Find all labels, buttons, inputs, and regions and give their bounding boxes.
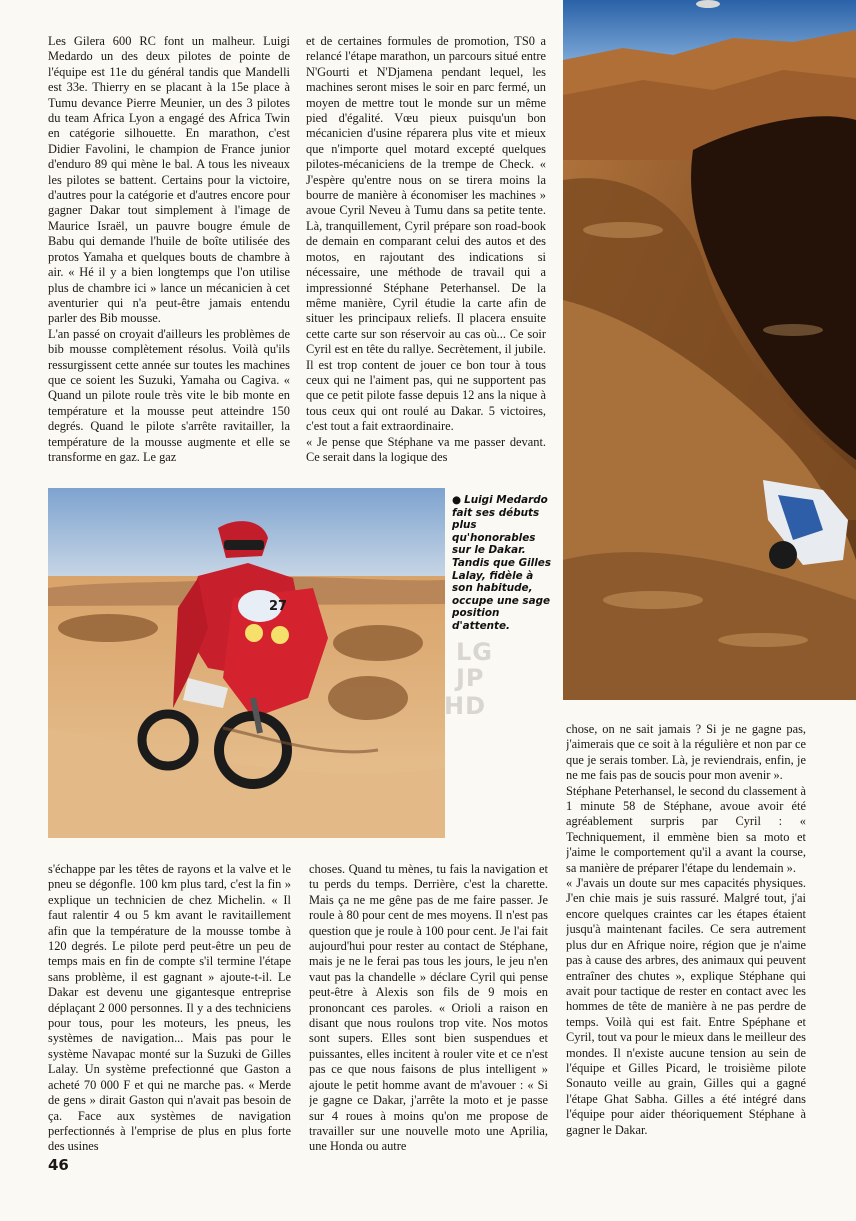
article-column-5 bbox=[566, 722, 806, 1162]
desert-landscape-illustration bbox=[563, 0, 856, 700]
plane-shape bbox=[696, 0, 720, 8]
paragraph: s'échappe par les têtes de rayons et la valve et le pneu se dégonfle. 100 km plus tard, c'est la fin » explique un technicien de chez Michelin. « Il faut ralentir 4 ou 5 km avant le ravitaillement afin que la température de la mousse tombe à 120 degrés. Le pilote perd peut-être un peu de temps mais en fin de compte s'il termine l'étape sans problème, il est gagnant » ajoute-t-il. Le Dakar est devenu une gigantesque entreprise déplaçant 2 000 personnes. Il y a des techniciens pour tous, pour les moteurs, les pneus, les systèmes de navigation... Mais pas pour le système Navapac monté sur la Suzuki de Gilles Lalay. Un système prefectionné que Gaston a acheté 70 000 F et qui ne marche pas. « Merde de gens » dirait Gaston qui n'avait pas besoin de ça. Face aux systèmes de navigation perfectionnés à l'emprise de plus en plus forte des usines bbox=[48, 862, 291, 1154]
paragraph: chose, on ne sait jamais ? Si je ne gagne pas, j'aimerais que ce soit à la régulière et non par ce que je serais tomber. Là, je reviendrais, enfin, je ne me fais pas de soucis pour mon avenir ». bbox=[566, 722, 806, 783]
paragraph: « J'avais un doute sur mes capacités physiques. J'en chie mais je suis rassuré. Malgré tout, j'ai encore quelques craintes car les étapes étaient jusqu'à maintenant faciles. Ce sera autrement plus dur en Afrique noire, région que je n'aime pas à cause des arbres, des animaux qui peuvent entraîner des chutes », explique Stéphane qui avait pour tactique de rester en contact avec les hommes de tête de manière à ne pas perdre de temps. Voilà qui est fait. Entre Spéphane et Cyril, tout va pour le mieux dans le meilleur des mondes. Il n'existe aucune tension au sein de l'équipe et Gilles Picard, le troisième pilote Sonauto veille au grain, Gilles qui a gagné l'étape Ghat Sabha. Gilles a été intégré dans l'équipe pour aider théoriquement Stéphane à gagner le Dakar. bbox=[566, 876, 806, 1137]
watermark-line-2: JP bbox=[456, 664, 485, 692]
paragraph: L'an passé on croyait d'ailleurs les problèmes de bib mousse complètement résolus. Voilà qu'ils ressurgissent cette année sur toutes les machines que ce soient les Suzuki, Yamaha ou Cagiva. « Quand un pilote roule très vite le bib monte en température et la mousse peut atteindre 150 degrés. Quand le pilote s'arrête ravitailler, la température de la mousse augmente et elle se transforme en gaz. Le gaz bbox=[48, 326, 290, 464]
article-column-4 bbox=[309, 862, 548, 1156]
paragraph: Les Gilera 600 RC font un malheur. Luigi Medardo un des deux pilotes de pointe de l'équipe est 11e du général tandis que Mandelli est 33e. Thierry en se placant à la 15e place à Tumu devance Pierre Meunier, un des 3 pilotes du team Africa Lyon a engagé des Africa Twin en catégorie silhouette. En marathon, c'est Didier Favolini, le champion de France junior d'enduro 89 qui mène le bal. A tous les niveaux les pilotes se battent. Certains pour la victoire, d'autres pour la catégorie et d'autres encore pour gagner Dakar tout simplement à l'image de Maurice Israël, un pauvre bougre émule de Babu qui demande l'huile de boîte utilisée des protos Yamaha et quelques bouts de chambre à air. « Hé il y a bien longtemps que l'on utilise plus de chambre ici » lance un mécanicien à cet aventurier qui n'a peut-être jamais entendu parler des Bib mousse. bbox=[48, 34, 290, 326]
watermark-line-1: LG bbox=[456, 638, 493, 666]
article-column-2 bbox=[306, 34, 546, 484]
watermark-logo bbox=[418, 636, 514, 726]
paragraph: choses. Quand tu mènes, tu fais la navigation et tu perds du temps. Derrière, c'est la charette. Mais ça ne me gêne pas de me faire passer. Je roule à 80 pour cent de mes moyens. Il n'est pas question que je roule à 100 pour cent. Je l'ai fait aujourd'hui pour rester au contact de Stéphane, mais je ne le ferai pas tous les jours, le jeu n'en vaut pas la chandelle » déclare Cyril qui pense peut-être à Alexis son fils de 9 mois en prononcant ces paroles. « Orioli a raison en disant que nous roulons trop vite. Nos motos sont supers. Elles sont bien suspendues et puissantes, elles incitent à rouler vite et ce n'est pas ce que nous faisons de plus intelligent » ajoute le petit homme avant de m'avouer : « Si je gagne ce Dakar, j'arrête la moto et je passe sur 4 roues à moins qu'on me propose de travailler sur une nouvelle moto une Aprilia, une Honda ou autre bbox=[309, 862, 548, 1154]
paragraph: Stéphane Peterhansel, le second du classement à 1 minute 58 de Stéphane, avoue avoir été agréablement surpris par Cyril : « Techniquement, il emmène bien sa moto et j'aime le comportement qu'il a avant la course, sa manière de préparer l'étape du lendemain ». bbox=[566, 783, 806, 875]
paragraph: et de certaines formules de promotion, TS0 a relancé l'étape marathon, un parcours situé entre N'Gourti et N'Djamena pendant lequel, les machines seront mises le soir en parc fermé, un moyen de mettre tout le monde sur un même pied d'égalité. Vœu pieux puisqu'un bon mécanicien d'usine réparera plus vite et mieux que n'importe quel motard excepté quelques pilotes-mécaniciens de la trempe de Check. « J'espère qu'entre nous on se tirera moins la bourre de manière à économiser les machines » avoue Cyril Neveu à Tumu dans sa petite tente. Là, tranquillement, Cyril prépare son road-book de demain en comparant celui des autos et des motos, en rajoutant des indications si nécessaire, une méthode de travail qui a impressionné Stéphane Peterhansel. De la même manière, Cyril étudie la carte afin de situer les principaux reliefs. Il placera ensuite cette carte sur son réservoir au cas où... Ce soir Cyril est en tête du rallye. Secrètement, il jubile. Il est trop content de jouer ce bon tour à tous ceux qui ne l'aiment pas, qui ne supportent pas que ce petit pilote fasse depuis 12 ans la nique à tous ceux qui ont roulé au Dakar. 5 victoires, c'est tout a fait extraordinaire. bbox=[306, 34, 546, 434]
watermark-line-3: HD bbox=[444, 692, 487, 720]
rider-photo bbox=[48, 488, 445, 838]
rider-illustration bbox=[48, 488, 445, 838]
desert-landscape-photo bbox=[563, 0, 856, 700]
photo-caption bbox=[452, 494, 552, 633]
article-column-3 bbox=[48, 862, 291, 1156]
caption-text: Luigi Medardo fait ses débuts plus qu'honorables sur le Dakar. Tandis que Gilles Lalay, fidèle à son habitude, occupe une sage position d'attente. bbox=[452, 494, 552, 632]
caption-bullet: ● bbox=[452, 494, 462, 506]
paragraph: « Je pense que Stéphane va me passer devant. Ce serait dans la logique des bbox=[306, 434, 546, 464]
article-column-1 bbox=[48, 34, 290, 484]
page-number: 46 bbox=[48, 1156, 69, 1174]
race-number: 27 bbox=[268, 599, 288, 614]
